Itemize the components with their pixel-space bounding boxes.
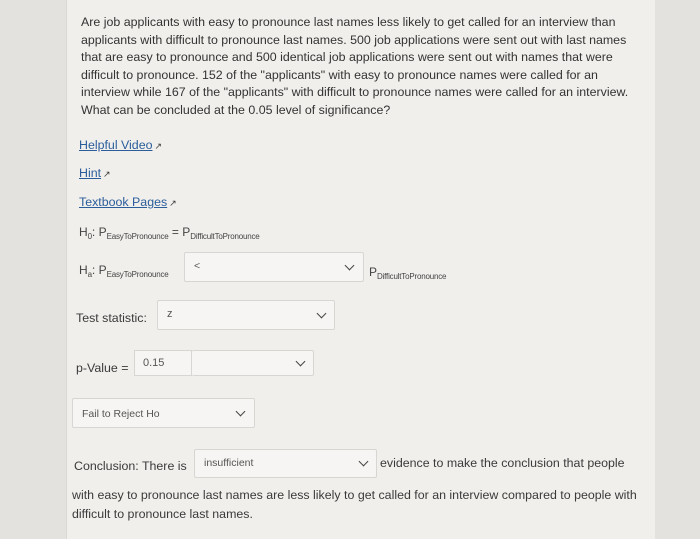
external-link-icon: ↗: [169, 198, 177, 208]
alternative-hypothesis-right: $P_{DifficultToPronounce}$: [369, 265, 447, 281]
null-hypothesis: $H_0$: $P_{EasyToPronounce} = P_{DifficultToPronounce}$: [79, 225, 260, 241]
alternative-hypothesis-left: $H_a$: $P_{EasyToPronounce}$: [79, 263, 169, 279]
conclusion-select[interactable]: insufficient: [194, 449, 377, 478]
test-statistic-select[interactable]: z: [157, 300, 335, 330]
hint-link[interactable]: Hint ↗: [79, 166, 111, 180]
conclusion-after-text: evidence to make the conclusion that people: [380, 456, 625, 470]
external-link-icon: ↗: [103, 169, 111, 179]
helpful-video-link[interactable]: Helpful Video ↗: [79, 138, 163, 152]
chevron-down-icon: [317, 309, 327, 319]
conclusion-rest-text: with easy to pronounce last names are less likely to get called for an interview compared to people with difficult to pronounce last names.: [72, 488, 637, 521]
chevron-down-icon: [345, 261, 355, 271]
question-text: Are job applicants with easy to pronounce last names less likely to get called for an interview than applicants with difficult to pronounce last names. 500 job applications were sent out with last names that are easy to pronounce and 500 identical job applications were sent out with names that were difficult to pronounce. 152 of the "applicants" with easy to pronounce names were called for an interview while 167 of the "applicants" with difficult to pronounce names were called for an interview. What can be concluded at the 0.05 level of significance?: [81, 15, 629, 117]
conclusion-label: Conclusion: There is: [74, 459, 187, 473]
chevron-down-icon: [359, 457, 369, 467]
p-value-comparison-select[interactable]: [192, 350, 314, 376]
textbook-pages-link[interactable]: Textbook Pages ↗: [79, 195, 177, 209]
chevron-down-icon: [296, 357, 306, 367]
ha-operator-select[interactable]: <: [184, 252, 364, 282]
p-value-input[interactable]: 0.15: [134, 350, 192, 376]
test-statistic-label: Test statistic:: [76, 311, 147, 325]
p-value-label: p-Value =: [76, 361, 129, 375]
chevron-down-icon: [236, 407, 246, 417]
external-link-icon: ↗: [154, 141, 163, 151]
decision-select[interactable]: Fail to Reject Ho: [72, 398, 255, 428]
